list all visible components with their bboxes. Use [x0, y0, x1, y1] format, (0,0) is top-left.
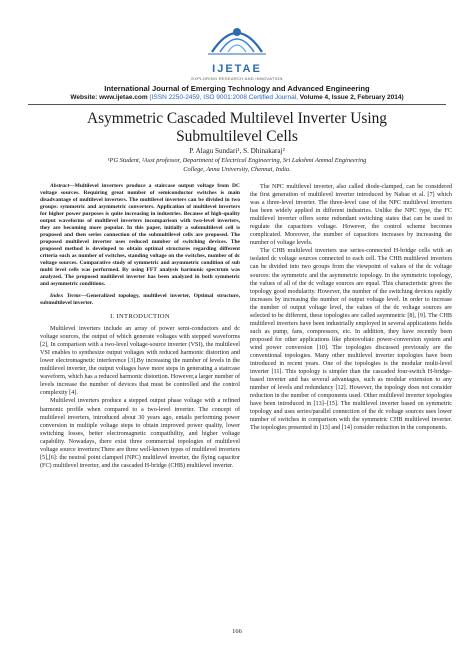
title-line-1: Asymmetric Cascaded Multilevel Inverter Using	[86, 110, 388, 127]
abstract	[40, 183, 240, 288]
journal-logo	[191, 18, 283, 82]
left-column	[40, 183, 240, 470]
body-paragraph: Multilevel inverters include an array of power semi-conductors and dc voltage sources, the output of which generate voltages with stepped waveforms [2], In comparison with a two-level voltage-source inverter (VSI), the multilevel VSI enables to synthesize output voltages with reduced harmonic distortion and lower electromagnetic interference [3].By increasing the number of levels in the multilevel inverter, the output voltages have more steps in generating a staircase waveform, which has a reduced harmonic distortion. However,a larger number of levels increase the number of devices that must be controlled and the control complexity [4].	[40, 326, 240, 397]
index-terms	[40, 293, 240, 307]
logo-tagline: EXPLORING RESEARCH AND INNOVATION	[191, 76, 283, 81]
abstract-lead: Abstract—	[50, 183, 75, 189]
volume-issue: Volume 4, Issue 2, February 2014)	[297, 94, 404, 101]
issn-text: (ISSN 2250-2459, ISO 9001:2008 Certified Journal,	[147, 94, 298, 101]
authors: P. Alagu Sundari¹, S. Dhinakaraj²	[189, 147, 285, 155]
body-paragraph: The NPC multilevel inverter, also called diode-clamped, can be considered the first generation of multilevel inverter introduced by Nabae et al. [7] which was a three-level inverter. The three-level case of the NPC multilevel inverters has been widely applied in different industries. Unlike the NPC type, the FC multilevel inverter offers some redundant switching states that can be used to regulate the capacitors voltage. However, the control scheme becomes complicated. Moreover, the number of capacitors increases by increasing the number of voltage levels.	[250, 184, 452, 247]
website-prefix[interactable]: Website: www.ijetae.com	[70, 94, 148, 101]
journal-website-line	[20, 94, 454, 102]
index-terms-lead: Index Terms—	[50, 293, 87, 299]
journal-name: International Journal of Emerging Technology and Advanced Engineering	[104, 84, 370, 93]
header-divider	[28, 104, 446, 105]
index-terms-text: Generalized topology, multilevel inverter, Optimal structure, submultilevel inverter.	[40, 293, 240, 306]
logo-word: IJETAE	[212, 63, 262, 75]
body-paragraph: The CHB multilevel inverters use series-connected H-bridge cells with an isolated dc voltage sources connected to each cell. The CHB multilevel inverters can be divided into two groups from the viewpoint of values of the dc voltage sources: the symmetric and the asymmetric topology. In the symmetric topology, the values of all of the dc voltage sources are equal. This characteristic gives the topology good modularity. However, the number of the switching devices rapidly increases by increasing the number of output voltage level. In order to increase the number of output voltage level, the values of the dc voltage sources are selected to be different, these topologies are called asymmetric [8], [9]. The CHB multilevel inverters have been industrially employed in several applications fields such as pump, fans, compressors, etc. In addition, they have recently been proposed for other applications like photovoltaic power-conversion system and wind power conversion [10]. The topologies discussed previously are the conventional topologies. Many other multilevel inverter topologies have been introduced in recent years. One of the topologies is the modular multi-level inverter [11]. This topology is simpler than the cascaded four-switch H-bridge-based inverter and has several advantages, such as modular extension to any number of levels and redundancy [12]. However, the topology does not consider reduction in the number of components used. Other multilevel inverter topologies have been introduced in [13]–[15]. The multilevel inverter based on symmetric topology and uses series/parallel connection of the dc voltage sources uses lower number of switches in comparison with the symmetric CHB multilevel inverter. The topologies presented in [13] and [14] consider reduction in the components.	[250, 248, 452, 432]
body-paragraph: Multilevel inverters produce a stepped output phase voltage with a refined harmonic profile when compared to a two-level inverter. The concept of multilevel inverters, introduced about 30 years ago, entails performing power conversion in multiple voltage steps to obtain improved power quality, lower switching losses, better electromagnetic compatibility, and higher voltage capability. Nowadays, there exist three commercial topologies of multilevel voltage source inverters:There are three well-known types of multilevel inverters [5],[6]: the neutral point clamped (NPC) multilevel inverter, the flying capacitor (FC) multilevel inverter, and the cascaded H-bridge (CHB) multilevel inverter.	[40, 398, 240, 469]
section-heading: I. INTRODUCTION	[110, 313, 170, 320]
paper-title	[20, 110, 454, 146]
logo-emblem-icon	[206, 18, 268, 62]
affiliation: ¹PG Student, ²Asst professor, Department of Electrical Engineering, Sri Lakshmi Ammal Engineering College, Anna University, Chennai, India.	[107, 157, 367, 173]
title-line-2: Submultilevel Cells	[176, 128, 298, 145]
right-column	[250, 183, 452, 432]
abstract-text: Multilevel inverters produce a staircase output voltage from DC voltage sources. Requiring great number of semiconductor switches is main disadvantage of multilevel inverters. The multilevel inverters can be divided in two groups: symmetric and asymmetric converters. Application of multilevel inverters for higher power purposes is quite increasing in industries. Because of high-quality output waveforms of multilevel inverters incomparison with two-level inverters, they are becoming more popular. In this paper, initially a submultilevel cell is proposed and then series connection of the submultilevel cells are proposed. The proposed multilevel inverter uses reduced number of switching devices. The proposed method is developed to obtain optimal structures regarding different criteria such as number of switches, standing voltage on the switches, number of dc voltage sources. Comparative study of symmetric and asymmetric condition of sub multi level cells was performed. By using FFT analysis harmonic spectrum was analyzed. The proposed multilevel inverter has been analyzed in both symmetric and asymmetric conditions.	[40, 183, 240, 287]
page-number: 166	[232, 628, 242, 635]
